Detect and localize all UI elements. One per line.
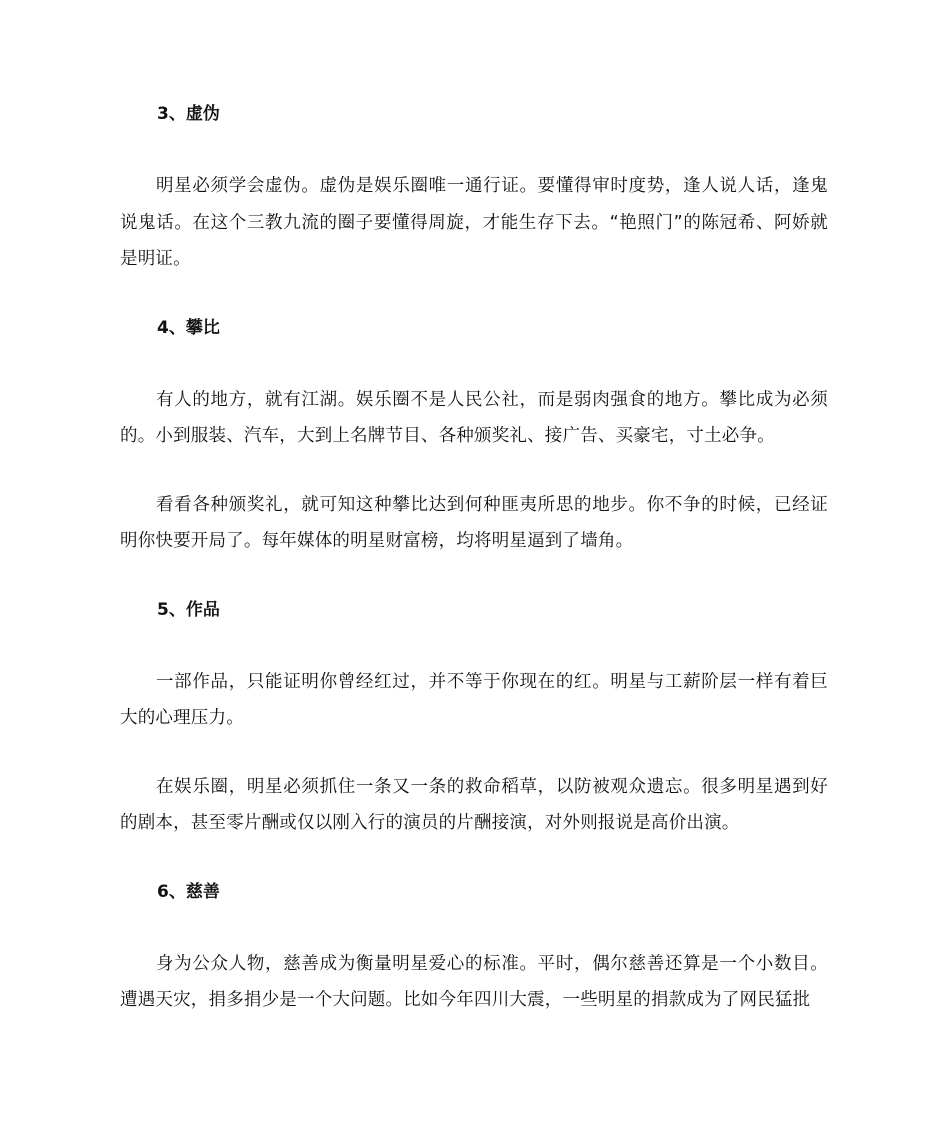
section-5-paragraph-2: 在娱乐圈，明星必须抓住一条又一条的救命稻草，以防被观众遗忘。很多明星遇到好的剧本，甚至零片酬或仅以刚入行的演员的片酬接演，对外则报说是高价出演。 bbox=[120, 776, 828, 833]
section-4-paragraph-1: 有人的地方，就有江湖。娱乐圈不是人民公社，而是弱肉强食的地方。攀比成为必须的。小到服装、汽车，大到上名牌节目、各种颁奖礼、接广告、买豪宅，寸土必争。 bbox=[120, 389, 828, 446]
section-5-paragraph-1: 一部作品，只能证明你曾经红过，并不等于你现在的红。明星与工薪阶层一样有着巨大的心理压力。 bbox=[120, 671, 828, 728]
section-4-paragraph-2: 看看各种颁奖礼，就可知这种攀比达到何种匪夷所思的地步。你不争的时候，已经证明你快要开局了。每年媒体的明星财富榜，均将明星逼到了墙角。 bbox=[120, 494, 828, 551]
section-heading-5: 5、作品 bbox=[157, 599, 220, 620]
section-3-paragraph-1: 明星必须学会虚伪。虚伪是娱乐圈唯一通行证。要懂得审时度势，逢人说人话，逢鬼说鬼话。在这个三教九流的圈子要懂得周旋，才能生存下去。“艳照门”的陈冠希、阿娇就是明证。 bbox=[120, 176, 828, 269]
section-heading-4: 4、攀比 bbox=[157, 317, 220, 338]
document-body bbox=[120, 96, 828, 1051]
section-heading-3: 3、虚伪 bbox=[157, 104, 220, 124]
section-heading-6: 6、慈善 bbox=[157, 881, 220, 902]
section-6-paragraph-1: 身为公众人物，慈善成为衡量明星爱心的标准。平时，偶尔慈善还算是一个小数目。遭遇天灾，捐多捐少是一个大问题。比如今年四川大震，一些明星的捐款成为了网民猛批 bbox=[120, 953, 828, 1010]
